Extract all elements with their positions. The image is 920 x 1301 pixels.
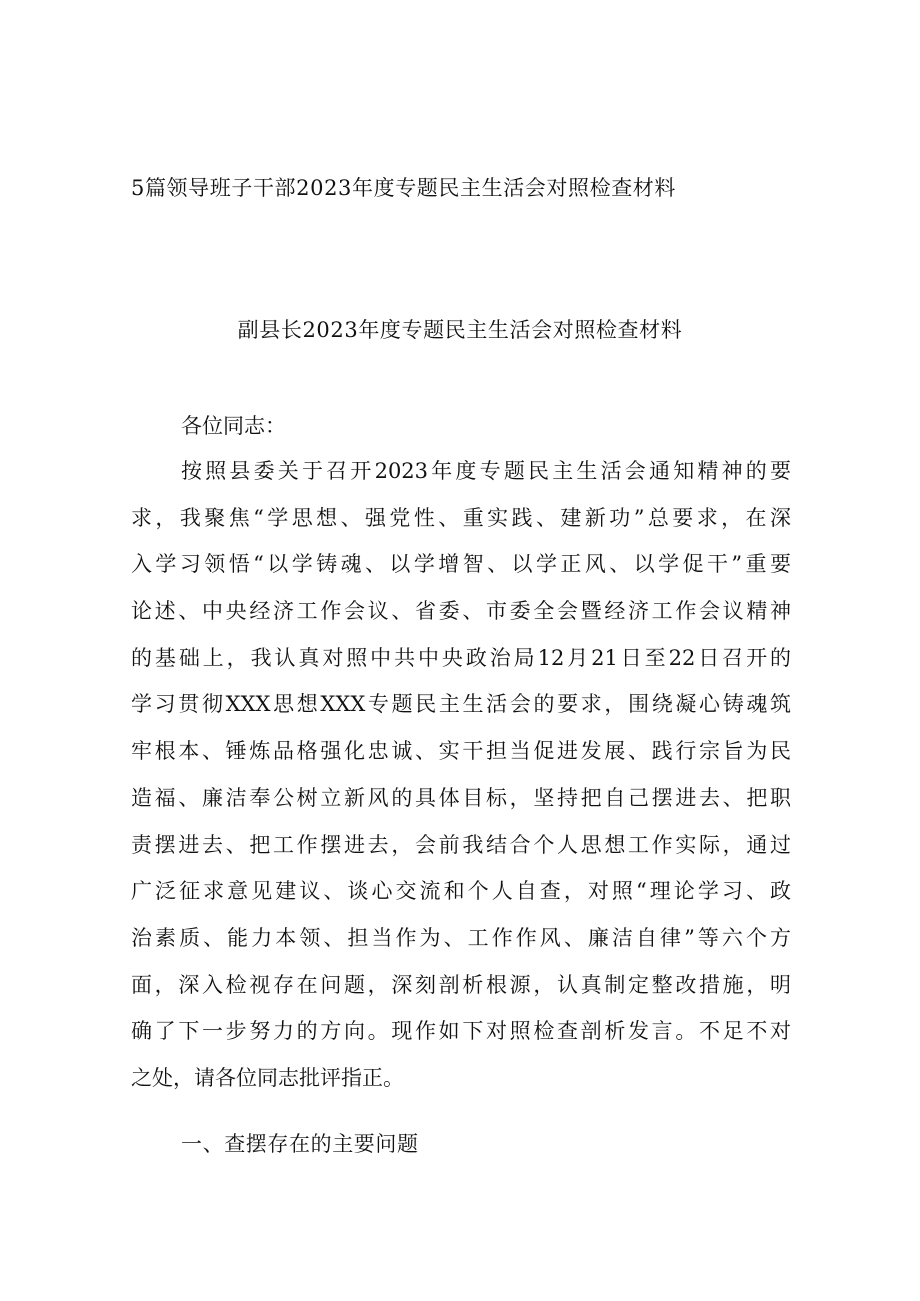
paragraph-line: 入学习领悟“以学铸魂、以学增智、以学正风、以学促干”重要: [131, 552, 791, 577]
document-title: 5篇领导班子干部2023年度专题民主生活会对照检查材料: [131, 176, 677, 200]
paragraph-line: 面，深入检视存在问题，深刻剖析根源，认真制定整改措施，明: [131, 972, 791, 997]
paragraph-line: 求，我聚焦“学思想、强党性、重实践、建新功”总要求，在深: [131, 505, 791, 530]
paragraph-line: 之处，请各位同志批评指正。: [131, 1065, 404, 1090]
body-paragraph: [131, 453, 791, 1107]
paragraph-line: 造福、廉洁奉公树立新风的具体目标，坚持把自己摆进去、把职: [131, 785, 791, 810]
paragraph-line: 治素质、能力本领、担当作为、工作作风、廉洁自律”等六个方: [131, 925, 791, 950]
paragraph-line: 责摆进去、把工作摆进去，会前我结合个人思想工作实际，通过: [131, 832, 791, 857]
paragraph-line: 广泛征求意见建议、谈心交流和个人自查，对照“理论学习、政: [131, 879, 791, 904]
paragraph-line: 确了下一步努力的方向。现作如下对照检查剖析发言。不足不对: [131, 1019, 791, 1044]
paragraph-line: 论述、中央经济工作会议、省委、市委全会暨经济工作会议精神: [131, 599, 791, 624]
paragraph-line: 牢根本、锤炼品格强化忠诚、实干担当促进发展、践行宗旨为民: [131, 739, 791, 764]
paragraph-line: 学习贯彻XXX思想XXX专题民主生活会的要求，围绕凝心铸魂筑: [131, 692, 791, 717]
paragraph-line: 按照县委关于召开2023年度专题民主生活会通知精神的要: [181, 459, 791, 483]
section-title: 副县长2023年度专题民主生活会对照检查材料: [237, 318, 683, 342]
heading-one: 一、查摆存在的主要问题: [181, 1132, 419, 1156]
paragraph-line: 的基础上，我认真对照中共中央政治局12月21日至22日召开的: [131, 645, 791, 670]
salutation: 各位同志：: [181, 414, 286, 438]
